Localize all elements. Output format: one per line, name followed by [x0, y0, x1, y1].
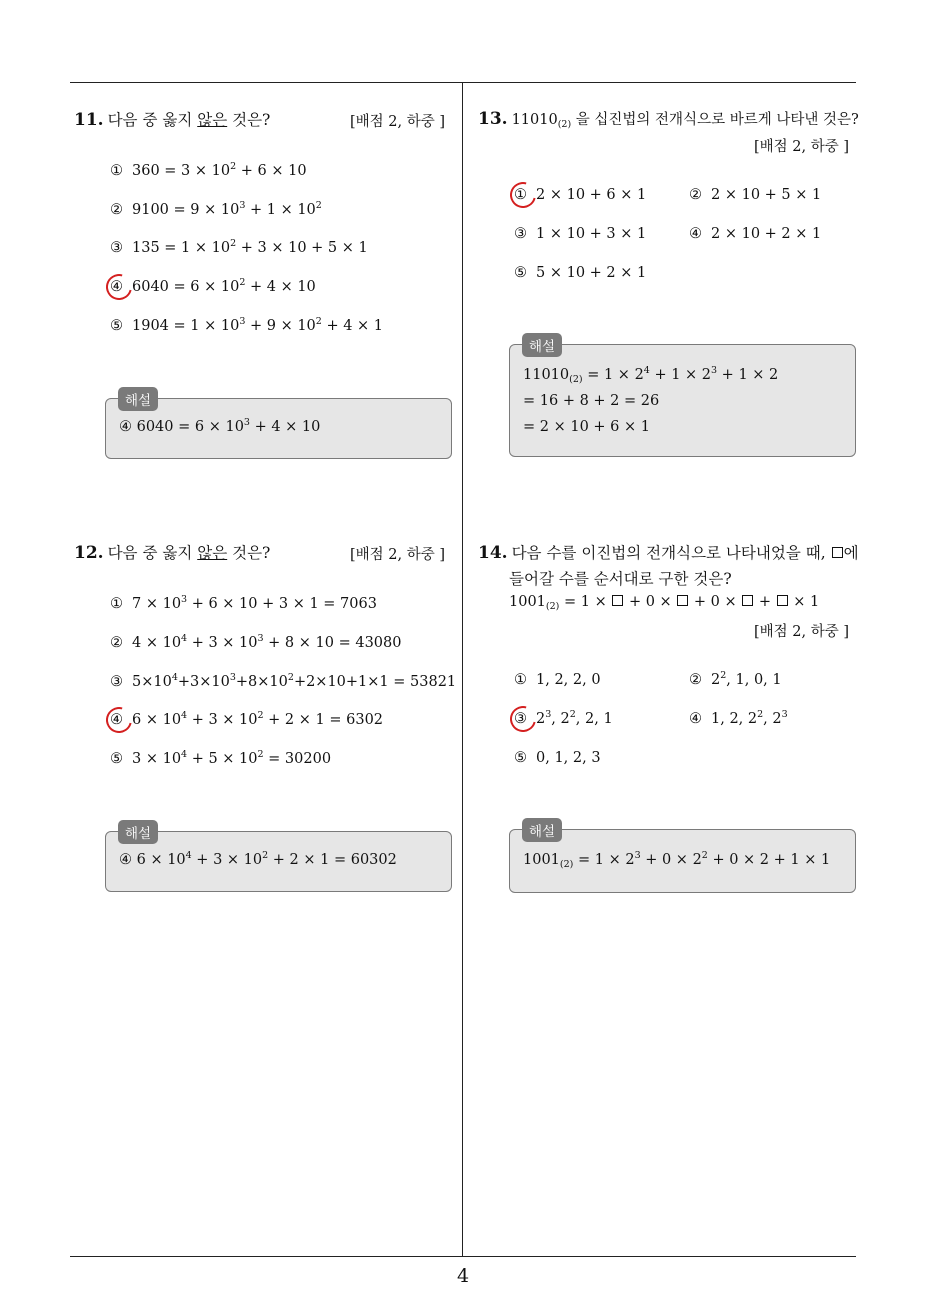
blank-box-icon: [832, 547, 843, 558]
option-3[interactable]: ③ $135 = 1 \times 10^2 + 3 \times 10 + 5 \times 1$: [110, 238, 368, 256]
score-label: [배점 2, 하중 ]: [754, 624, 850, 640]
solution-box: [509, 339, 856, 457]
solution-line: ④ $6 \times 10^4 + 3 \times 10^2 + 2 \times 1 = 60302$: [119, 850, 397, 868]
question-14: [478, 541, 860, 901]
option-2[interactable]: ② $4 \times 10^4 + 3 \times 10^3 + 8 \times 10 = 43080$: [110, 633, 402, 651]
option-5[interactable]: ⑤ $1904 = 1 \times 10^3 + 9 \times 10^2 + 4 \times 1$: [110, 316, 384, 334]
solution-tag: 해설: [118, 387, 158, 411]
option-4[interactable]: ④ $6 \times 10^4 + 3 \times 10^2 + 2 \times 1 = 6302$: [110, 710, 384, 728]
question-13-text: 13. $11010_{(2)}$ 을 십진법의 전개식으로 바르게 나타낸 것은?: [478, 109, 859, 130]
answer-circle-mark: [101, 702, 137, 738]
solution-box: [105, 826, 452, 892]
question-13: [478, 108, 860, 468]
solution-line-3: = 2 × 10 + 6 × 1: [523, 419, 650, 435]
score-label: [배점 2, 하중 ]: [754, 139, 850, 155]
top-rule: [70, 82, 856, 83]
option-5[interactable]: ⑤ 5 × 10 + 2 × 1: [514, 265, 647, 281]
option-4[interactable]: ④ 2 × 10 + 2 × 1: [689, 226, 822, 242]
option-3[interactable]: ③ 1 × 10 + 3 × 1: [514, 226, 647, 242]
column-divider: [462, 83, 463, 1257]
option-4[interactable]: ④ 1, 2, $2^2$, $2^3$: [689, 709, 788, 727]
option-2[interactable]: ② 2 × 10 + 5 × 1: [689, 187, 822, 203]
question-14-text-line2: 들어갈 수를 순서대로 구한 것은?: [509, 570, 732, 588]
score-label: [배점 2, 하중 ]: [350, 547, 446, 563]
blank-box-icon: [777, 595, 788, 606]
answer-circle-mark: [101, 269, 137, 305]
option-1[interactable]: ① 2 × 10 + 6 × 1: [514, 187, 647, 203]
option-5[interactable]: ⑤ $3 \times 10^4 + 5 \times 10^2 = 30200$: [110, 749, 332, 767]
solution-line-2: = 16 + 8 + 2 = 26: [523, 393, 660, 409]
option-4[interactable]: ④ $6040 = 6 \times 10^2 + 4 \times 10$: [110, 277, 316, 295]
score-label: [배점 2, 하중 ]: [350, 114, 446, 130]
question-number: 12.: [74, 543, 104, 563]
option-3[interactable]: ③ $2^3$, $2^2$, 2, 1: [514, 709, 613, 727]
answer-circle-mark: [505, 701, 541, 737]
solution-line-1: $11010_{(2)} = 1 \times 2^4 + 1 \times 2^3 + 1 \times 2$: [523, 365, 779, 385]
question-14-text: 14. 다음 수를 이진법의 전개식으로 나타내었을 때, 에: [478, 543, 859, 563]
option-3[interactable]: ③ $5\times 10^4+3\times 10^3+8\times 10^2+2\times 10+1\times 1 = 53821$: [110, 672, 457, 690]
solution-line: $1001_{(2)} = 1 \times 2^3 + 0 \times 2^2 + 0 \times 2 + 1 \times 1$: [523, 850, 831, 870]
solution-tag: 해설: [522, 818, 562, 842]
page-number: 4: [456, 1265, 470, 1287]
question-number: 11.: [74, 110, 104, 130]
answer-circle-mark: [505, 177, 541, 213]
option-2[interactable]: ② $9100 = 9 \times 10^3 + 1 \times 10^2$: [110, 200, 322, 218]
solution-line: ④ $6040 = 6 \times 10^3 + 4 \times 10$: [119, 417, 321, 435]
question-12-text: 12. 다음 중 옳지 않은 것은?: [74, 543, 271, 563]
question-11-text: 11. 다음 중 옳지 않은 것은?: [74, 110, 271, 130]
option-5[interactable]: ⑤ 0, 1, 2, 3: [514, 750, 601, 766]
option-1[interactable]: ① $360 = 3 \times 10^2 + 6 \times 10$: [110, 161, 307, 179]
option-1[interactable]: ① $7 \times 10^3 + 6 \times 10 + 3 \times 1 = 7063$: [110, 594, 377, 612]
solution-box: [509, 824, 856, 893]
bottom-rule: [70, 1256, 856, 1257]
question-number: 13.: [478, 109, 508, 129]
blank-box-icon: [742, 595, 753, 606]
solution-tag: 해설: [118, 820, 158, 844]
blank-box-icon: [677, 595, 688, 606]
solution-box: [105, 393, 452, 459]
option-2[interactable]: ② $2^2$, 1, 0, 1: [689, 670, 782, 688]
question-12: [74, 541, 457, 901]
question-14-equation: $1001_{(2)} = 1$ × + 0 × + 0 × + × 1: [509, 594, 820, 612]
question-11: [74, 108, 452, 468]
blank-box-icon: [612, 595, 623, 606]
solution-tag: 해설: [522, 333, 562, 357]
option-1[interactable]: ① 1, 2, 2, 0: [514, 672, 601, 688]
question-number: 14.: [478, 543, 508, 563]
